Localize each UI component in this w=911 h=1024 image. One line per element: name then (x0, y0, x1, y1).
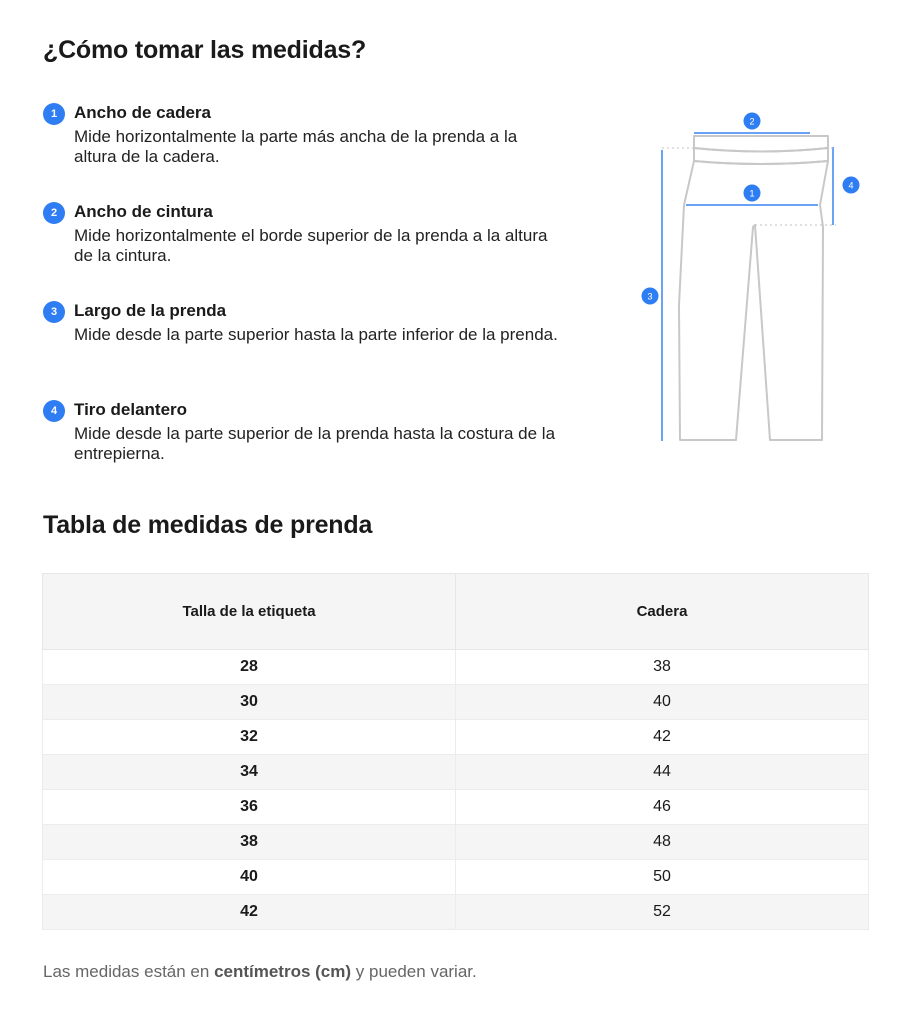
step-title: Ancho de cintura (74, 202, 213, 221)
hip-cell: 44 (456, 755, 869, 790)
step-waist-width (43, 201, 563, 300)
step-title: Tiro delantero (74, 400, 188, 419)
table-row (43, 790, 869, 825)
table-row (43, 720, 869, 755)
marker-label: 3 (647, 291, 653, 302)
step-description: Mide desde la parte superior de la prenda hasta la costura de la entrepierna. (74, 424, 556, 463)
hip-cell: 42 (456, 720, 869, 755)
column-header-hip: Cadera (456, 574, 869, 650)
step-garment-length (43, 300, 563, 399)
page-title: ¿Cómo tomar las medidas? (43, 36, 367, 64)
hip-cell: 48 (456, 825, 869, 860)
hip-cell: 52 (456, 895, 869, 930)
step-number-badge: 4 (43, 400, 65, 422)
step-description: Mide desde la parte superior hasta la parte inferior de la prenda. (74, 325, 558, 344)
units-footnote (43, 962, 477, 982)
footnote-text: Las medidas están en (43, 962, 215, 981)
step-title: Ancho de cadera (74, 103, 211, 122)
marker-2 (744, 113, 761, 130)
marker-3 (642, 288, 659, 305)
footnote-text: y pueden variar. (351, 962, 477, 981)
step-number-badge: 1 (43, 103, 65, 125)
size-cell: 38 (43, 825, 456, 860)
table-row (43, 685, 869, 720)
marker-label: 2 (749, 116, 755, 127)
size-table (42, 573, 869, 930)
table-row (43, 650, 869, 685)
size-cell: 32 (43, 720, 456, 755)
step-title: Largo de la prenda (74, 301, 227, 320)
hip-cell: 40 (456, 685, 869, 720)
hip-cell: 46 (456, 790, 869, 825)
hip-cell: 50 (456, 860, 869, 895)
marker-1 (744, 185, 761, 202)
marker-label: 1 (749, 188, 755, 199)
pants-outline (679, 136, 828, 440)
table-row (43, 895, 869, 930)
step-number-badge: 3 (43, 301, 65, 323)
hip-cell: 38 (456, 650, 869, 685)
step-description: Mide horizontalmente el borde superior de la prenda a la altura de la cintura. (74, 226, 548, 265)
size-cell: 40 (43, 860, 456, 895)
marker-4 (843, 177, 860, 194)
step-front-rise (43, 399, 563, 498)
step-description: Mide horizontalmente la parte más ancha de la prenda a la altura de la cadera. (74, 127, 518, 166)
measurement-steps (43, 102, 563, 498)
table-header-row (43, 574, 869, 650)
column-header-label-size: Talla de la etiqueta (43, 574, 456, 650)
size-table-title: Tabla de medidas de prenda (43, 511, 373, 539)
size-cell: 34 (43, 755, 456, 790)
size-cell: 36 (43, 790, 456, 825)
step-hip-width (43, 102, 563, 201)
size-cell: 28 (43, 650, 456, 685)
marker-label: 4 (848, 180, 854, 191)
footnote-unit: centímetros (cm) (214, 962, 352, 981)
step-number-badge: 2 (43, 202, 65, 224)
pants-measure-diagram-icon (630, 105, 870, 450)
table-row (43, 825, 869, 860)
size-cell: 42 (43, 895, 456, 930)
size-cell: 30 (43, 685, 456, 720)
table-row (43, 860, 869, 895)
table-row (43, 755, 869, 790)
